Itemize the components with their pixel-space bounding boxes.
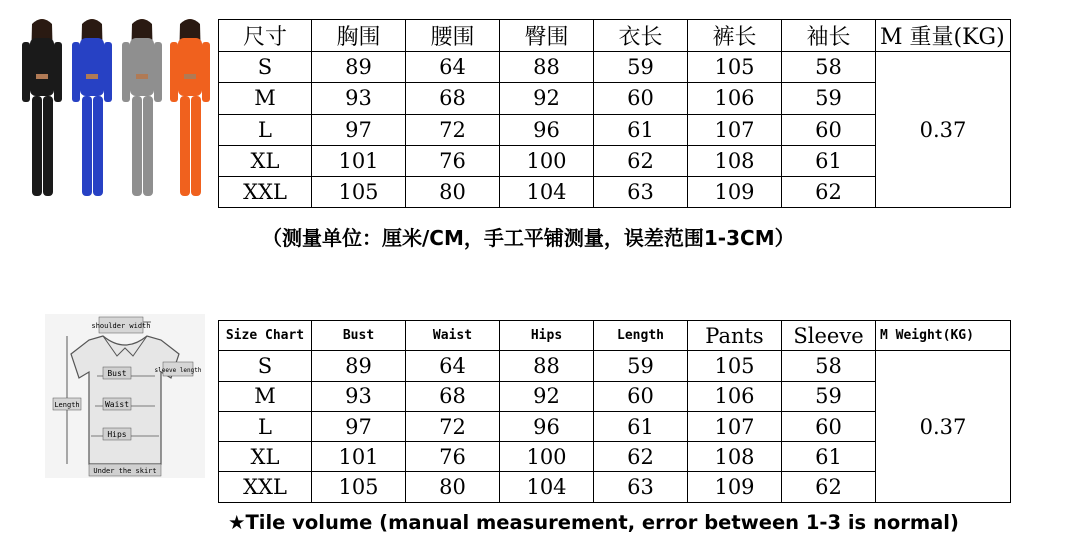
table-cell: 63 (594, 177, 688, 208)
size-table-en (218, 320, 1011, 503)
table-cell: 97 (312, 411, 406, 441)
table-cell: 97 (312, 114, 406, 145)
table-cell: 64 (406, 351, 500, 381)
table-cell: 60 (594, 83, 688, 114)
diagram-label-hips: Hips (107, 430, 127, 439)
header-waist: 腰围 (406, 20, 500, 52)
table-cell: 60 (594, 381, 688, 411)
product-photo-strip (12, 14, 216, 212)
table-cell: 61 (782, 145, 876, 176)
weight-value: 0.37 (876, 52, 1011, 208)
table-cell: 92 (500, 381, 594, 411)
measurement-note-cn: （测量单位：厘米/CM，手工平铺测量，误差范围1-3CM） (262, 226, 795, 250)
table-cell: XL (219, 145, 312, 176)
header-hips: Hips (500, 321, 594, 351)
table-cell: 76 (406, 145, 500, 176)
table-cell: XL (219, 442, 312, 472)
table-cell: 59 (594, 52, 688, 83)
table-cell: 107 (688, 114, 782, 145)
table-cell: XXL (219, 472, 312, 502)
header-size: 尺寸 (219, 20, 312, 52)
table-row (219, 52, 1011, 83)
table-cell: 104 (500, 177, 594, 208)
diagram-label-shoulder: shoulder width (91, 322, 151, 330)
table-cell: 62 (782, 177, 876, 208)
table-cell: 72 (406, 114, 500, 145)
table-cell: 88 (500, 351, 594, 381)
table-cell: 58 (782, 52, 876, 83)
header-bust: 胸围 (312, 20, 406, 52)
header-length: 衣长 (594, 20, 688, 52)
table-cell: 105 (312, 177, 406, 208)
table-cell: 62 (782, 472, 876, 502)
table-cell: 109 (688, 472, 782, 502)
header-weight: M 重量(KG) (876, 20, 1011, 52)
table-cell: 61 (594, 411, 688, 441)
table-cell: S (219, 52, 312, 83)
measurement-note-en: ★Tile volume (manual measurement, error between 1-3 is normal) (228, 511, 959, 534)
table-cell: 107 (688, 411, 782, 441)
table-cell: 106 (688, 83, 782, 114)
table-cell: 108 (688, 145, 782, 176)
header-pants: Pants (688, 321, 782, 351)
table-cell: 89 (312, 52, 406, 83)
table-cell: 72 (406, 411, 500, 441)
table-cell: 96 (500, 411, 594, 441)
measurement-diagram (45, 314, 205, 478)
diagram-label-sleeve: sleeve length (154, 367, 202, 374)
model-gray (122, 19, 162, 196)
table-cell: 68 (406, 83, 500, 114)
diagram-label-skirt: Under the skirt (93, 467, 157, 475)
table-cell: 80 (406, 177, 500, 208)
table-cell: 109 (688, 177, 782, 208)
model-orange (170, 19, 210, 196)
table-cell: M (219, 83, 312, 114)
table-cell: 89 (312, 351, 406, 381)
header-length: Length (594, 321, 688, 351)
table-cell: 96 (500, 114, 594, 145)
table-cell: 59 (782, 381, 876, 411)
model-blue (72, 19, 112, 196)
table-cell: 105 (688, 351, 782, 381)
model-black (22, 19, 62, 196)
table-cell: 59 (782, 83, 876, 114)
size-table-cn (218, 19, 1011, 208)
table-cell: 59 (594, 351, 688, 381)
table-cell: 101 (312, 442, 406, 472)
diagram-label-length: Length (54, 401, 80, 409)
table-cell: 104 (500, 472, 594, 502)
table-cell: 105 (688, 52, 782, 83)
table-cell: 92 (500, 83, 594, 114)
table-cell: L (219, 114, 312, 145)
table-cell: 64 (406, 52, 500, 83)
table-cell: XXL (219, 177, 312, 208)
table-row (219, 351, 1011, 381)
header-sleeve: 袖长 (782, 20, 876, 52)
table-cell: 61 (782, 442, 876, 472)
table-cell: 80 (406, 472, 500, 502)
table-cell: 88 (500, 52, 594, 83)
header-pants: 裤长 (688, 20, 782, 52)
table-header-row (219, 321, 1011, 351)
table-cell: 63 (594, 472, 688, 502)
weight-value: 0.37 (876, 351, 1011, 502)
table-cell: 62 (594, 145, 688, 176)
table-cell: 60 (782, 114, 876, 145)
table-cell: 101 (312, 145, 406, 176)
table-cell: 106 (688, 381, 782, 411)
table-header-row (219, 20, 1011, 52)
table-cell: 105 (312, 472, 406, 502)
table-cell: 68 (406, 381, 500, 411)
header-size: Size Chart (219, 321, 312, 351)
table-cell: 100 (500, 145, 594, 176)
table-cell: 93 (312, 381, 406, 411)
table-cell: 62 (594, 442, 688, 472)
table-cell: 58 (782, 351, 876, 381)
diagram-label-waist: Waist (104, 400, 130, 409)
table-cell: M (219, 381, 312, 411)
header-hips: 臀围 (500, 20, 594, 52)
header-bust: Bust (312, 321, 406, 351)
table-cell: 60 (782, 411, 876, 441)
diagram-label-bust: Bust (107, 369, 127, 378)
table-cell: L (219, 411, 312, 441)
table-cell: S (219, 351, 312, 381)
header-sleeve: Sleeve (782, 321, 876, 351)
header-weight: M Weight(KG) (876, 321, 1011, 351)
table-cell: 93 (312, 83, 406, 114)
table-cell: 108 (688, 442, 782, 472)
table-cell: 100 (500, 442, 594, 472)
table-cell: 61 (594, 114, 688, 145)
header-waist: Waist (406, 321, 500, 351)
table-cell: 76 (406, 442, 500, 472)
